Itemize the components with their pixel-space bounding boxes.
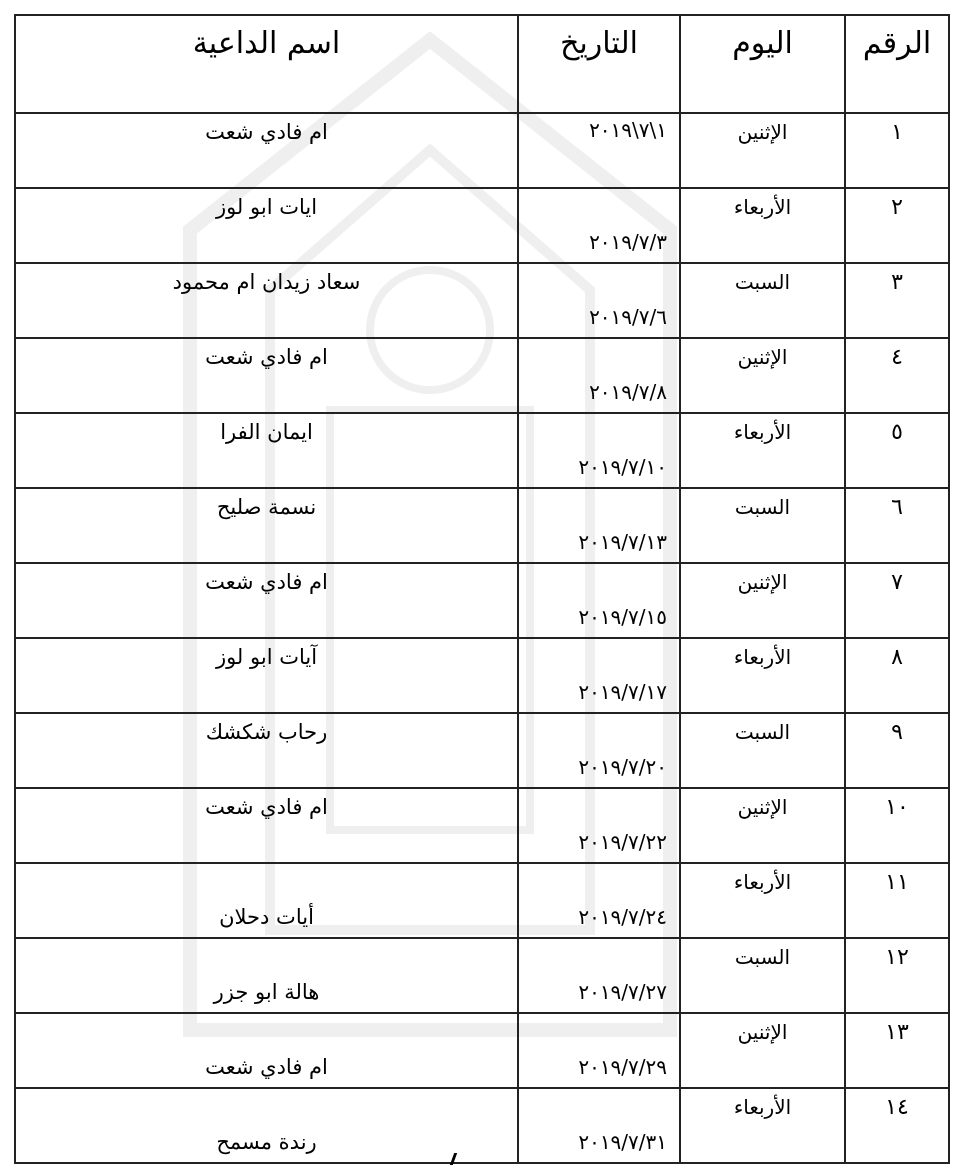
row-date: ٢٠١٩/٧/٢٧ <box>578 980 667 1004</box>
row-name: ام فادي شعت <box>205 570 328 594</box>
row-name-cell <box>15 713 518 788</box>
row-date-cell <box>518 263 680 338</box>
row-day: الأربعاء <box>680 863 845 938</box>
table-row <box>15 638 949 713</box>
table-row <box>15 188 949 263</box>
table-row <box>15 338 949 413</box>
row-date: ٢٠١٩/٧/٣١ <box>578 1130 667 1154</box>
row-name-cell <box>15 638 518 713</box>
row-day: السبت <box>680 938 845 1013</box>
table-row <box>15 788 949 863</box>
row-number: ٤ <box>845 338 949 413</box>
row-name-cell <box>15 188 518 263</box>
row-date-cell <box>518 638 680 713</box>
row-date-cell <box>518 338 680 413</box>
row-name-cell <box>15 863 518 938</box>
row-date: ٢٠١٩/٧/٢٤ <box>578 905 667 929</box>
header-name: اسم الداعية <box>15 15 518 113</box>
row-day: السبت <box>680 263 845 338</box>
row-number: ٨ <box>845 638 949 713</box>
row-name-cell <box>15 338 518 413</box>
row-name: ام فادي شعت <box>205 120 328 144</box>
schedule-table <box>14 14 950 1164</box>
row-name: سعاد زيدان ام محمود <box>172 270 361 294</box>
row-number: ٦ <box>845 488 949 563</box>
row-number: ٣ <box>845 263 949 338</box>
row-date-cell <box>518 413 680 488</box>
table-row <box>15 863 949 938</box>
row-number: ١٠ <box>845 788 949 863</box>
row-date-cell <box>518 938 680 1013</box>
row-name: هالة ابو جزر <box>213 980 320 1004</box>
row-date: ٢٠١٩/٧/٣ <box>589 230 667 254</box>
row-date-cell <box>518 863 680 938</box>
row-name: ايات ابو لوز <box>215 195 318 219</box>
row-date: ٢٠١٩/٧/٨ <box>589 380 667 404</box>
row-day: السبت <box>680 488 845 563</box>
row-day: الأربعاء <box>680 1088 845 1163</box>
row-name: رحاب شكشك <box>205 720 328 744</box>
header-row <box>15 15 949 113</box>
row-day: الإثنين <box>680 113 845 188</box>
row-number: ٢ <box>845 188 949 263</box>
table-row <box>15 488 949 563</box>
row-name: ام فادي شعت <box>205 795 328 819</box>
row-date: ٢٠١٩/٧/١٣ <box>578 530 667 554</box>
row-number: ١٣ <box>845 1013 949 1088</box>
row-date-cell <box>518 488 680 563</box>
row-number: ١ <box>845 113 949 188</box>
row-name-cell <box>15 263 518 338</box>
row-date: ٢٠١٩/٧/٢٢ <box>578 830 667 854</box>
row-number: ١٢ <box>845 938 949 1013</box>
table-row <box>15 113 949 188</box>
row-day: الأربعاء <box>680 638 845 713</box>
row-day: الإثنين <box>680 563 845 638</box>
table-row <box>15 413 949 488</box>
table-row <box>15 263 949 338</box>
row-day: الإثنين <box>680 1013 845 1088</box>
header-date: التاريخ <box>518 15 680 113</box>
row-name-cell <box>15 413 518 488</box>
row-date: ٢٠١٩/٧/٢٩ <box>578 1055 667 1079</box>
row-day: الأربعاء <box>680 413 845 488</box>
row-date: ٢٠١٩\٧\١ <box>589 118 667 142</box>
row-name-cell <box>15 488 518 563</box>
header-day: اليوم <box>680 15 845 113</box>
row-date: ٢٠١٩/٧/٢٠ <box>578 755 667 779</box>
row-name: آيات ابو لوز <box>215 645 318 669</box>
row-date-cell <box>518 1088 680 1163</box>
row-number: ١١ <box>845 863 949 938</box>
row-date: ٢٠١٩/٧/١٠ <box>578 455 667 479</box>
row-name-cell <box>15 563 518 638</box>
table-row <box>15 713 949 788</box>
row-date-cell <box>518 788 680 863</box>
table-row <box>15 563 949 638</box>
row-name-cell <box>15 788 518 863</box>
table-row <box>15 938 949 1013</box>
row-number: ٥ <box>845 413 949 488</box>
row-date: ٢٠١٩/٧/١٧ <box>578 680 667 704</box>
row-name: رندة مسمح <box>216 1130 317 1154</box>
row-date: ٢٠١٩/٧/٦ <box>589 305 667 329</box>
table-row <box>15 1013 949 1088</box>
row-date-cell <box>518 188 680 263</box>
row-name: ام فادي شعت <box>205 345 328 369</box>
row-number: ٧ <box>845 563 949 638</box>
table-row <box>15 1088 949 1163</box>
row-date-cell <box>518 713 680 788</box>
row-name-cell <box>15 1013 518 1088</box>
row-name: ايمان الفرا <box>220 420 313 444</box>
row-day: السبت <box>680 713 845 788</box>
row-name: نسمة صليح <box>216 495 317 519</box>
row-name: أيات دحلان <box>219 905 314 929</box>
row-name-cell <box>15 113 518 188</box>
row-day: الأربعاء <box>680 188 845 263</box>
row-day: الإثنين <box>680 788 845 863</box>
row-date-cell <box>518 563 680 638</box>
row-date: ٢٠١٩/٧/١٥ <box>578 605 667 629</box>
row-name: ام فادي شعت <box>205 1055 328 1079</box>
row-name-cell <box>15 1088 518 1163</box>
row-day: الإثنين <box>680 338 845 413</box>
row-date-cell <box>518 1013 680 1088</box>
row-date-cell <box>518 113 680 188</box>
header-number: الرقم <box>845 15 949 113</box>
row-number: ١٤ <box>845 1088 949 1163</box>
row-name-cell <box>15 938 518 1013</box>
row-number: ٩ <box>845 713 949 788</box>
